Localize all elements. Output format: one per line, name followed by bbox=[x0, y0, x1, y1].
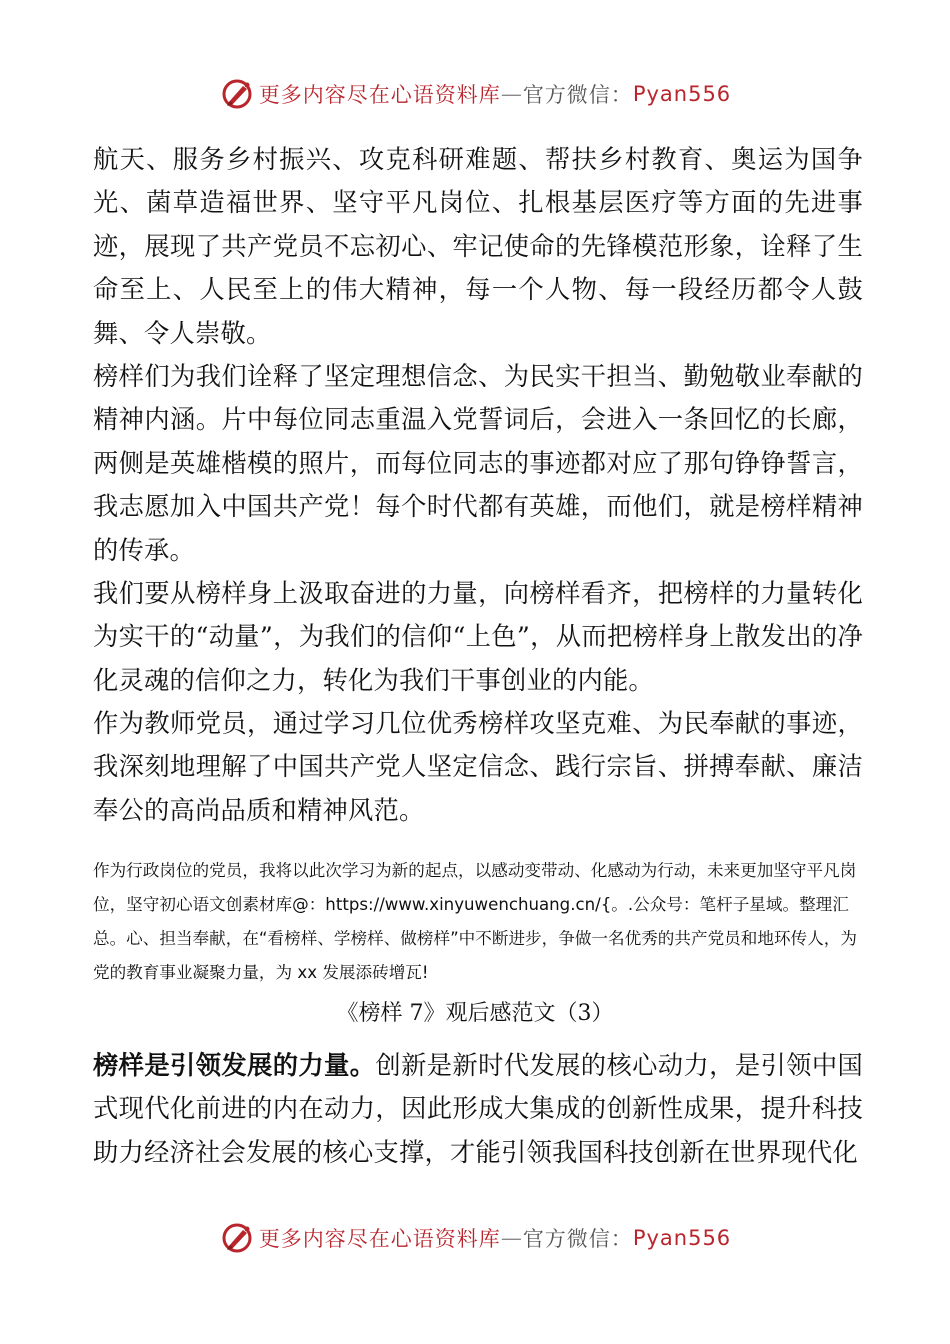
header-site-text: 更多内容尽在心语资料库 bbox=[258, 83, 501, 107]
small-paragraph: 作为行政岗位的党员，我将以此次学习为新的起点，以感动变带动、化感动为行动，未来更加坚守平凡岗位，坚守初心语文创素材库@：https://www.xinyuwenchuang.cn/{。.公众号：笔杆子星域。整理汇总。心、担当奉献，在“看榜样、学榜样、做榜样”中不断进步，争做一名优秀的共产党员和地环传人，为党的教育事业凝聚力量，为 xx 发展添砖增瓦! bbox=[93, 860, 857, 982]
paragraph-3: 我们要从榜样身上汲取奋进的力量，向榜样看齐，把榜样的力量转化为实干的“动量”，为我们的信仰“上色”，从而把榜样身上散发出的净化灵魂的信仰之力，转化为我们干事创业的内能。 bbox=[93, 579, 863, 695]
pen-logo-icon bbox=[219, 76, 255, 112]
footer-wechat-label: 官方微信： bbox=[522, 1227, 633, 1251]
paragraph-1: 航天、服务乡村振兴、攻克科研难题、帮扶乡村教育、奥运为国争光、菌草造福世界、坚守平凡岗位、扎根基层医疗等方面的先进事迹，展现了共产党员不忘初心、牢记使命的先锋模范形象，诠释了生命至上、人民至上的伟大精神，每一个人物、每一段经历都令人鼓舞、令人崇敬。 bbox=[93, 145, 863, 348]
header-dash: — bbox=[500, 82, 523, 106]
footer-wechat-id: Pyan556 bbox=[632, 1226, 732, 1250]
header-wechat-id: Pyan556 bbox=[632, 82, 732, 106]
paragraph-5-lead: 榜样是引领发展的力量。 bbox=[93, 1051, 376, 1080]
footer-banner bbox=[0, 1208, 950, 1268]
paragraph-5 bbox=[93, 1044, 863, 1174]
header-banner bbox=[0, 64, 950, 124]
header-wechat-label: 官方微信： bbox=[522, 83, 633, 107]
footer-site-text: 更多内容尽在心语资料库 bbox=[258, 1227, 501, 1251]
section-heading: 《榜样 7》观后感范文（3） bbox=[336, 1001, 614, 1026]
paragraph-4: 作为教师党员，通过学习几位优秀榜样攻坚克难、为民奉献的事迹，我深刻地理解了中国共产党人坚定信念、践行宗旨、拼搏奉献、廉洁奉公的高尚品质和精神风范。 bbox=[93, 709, 863, 825]
paragraph-5-text: 创新是新时代发展的核心动力，是引领中国式现代化前进的内在动力，因此形成大集成的创新性成果，提升科技助力经济社会发展的核心支撑，才能引领我国科技创新在世界现代化 bbox=[93, 1051, 863, 1167]
paragraph-2: 榜样们为我们诠释了坚定理想信念、为民实干担当、勤勉敬业奉献的精神内涵。片中每位同志重温入党誓词后，会进入一条回忆的长廊，两侧是英雄楷模的照片，而每位同志的事迹都对应了那句铮铮誓言，我志愿加入中国共产党！每个时代都有英雄，而他们，就是榜样精神的传承。 bbox=[93, 362, 863, 565]
pen-logo-icon bbox=[219, 1220, 255, 1256]
footer-dash: — bbox=[500, 1226, 523, 1250]
